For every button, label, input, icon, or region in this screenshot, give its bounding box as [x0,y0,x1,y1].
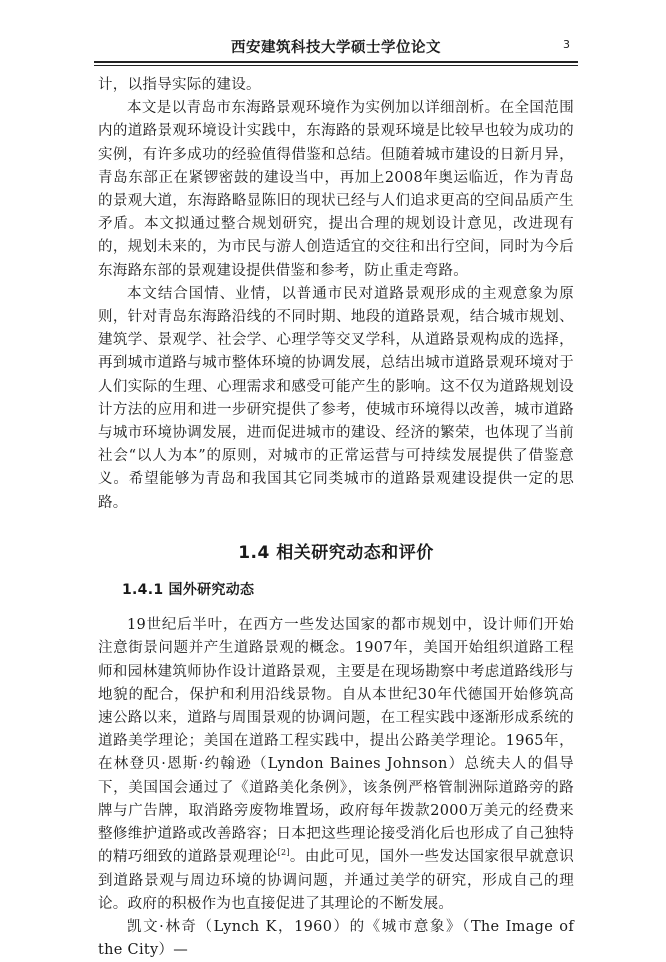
paragraph-text: 。由此可见，国外一些发达国家很早就意识到道路景观与周边环境的协调问题，并通过美学的研究，形成自己的理论。政府的积极作为也直接促进了其理论的不断发展。 [98,849,574,912]
paragraph: 本文是以青岛市东海路景观环境作为实例加以详细剖析。在全国范围内的道路景观环境设计实践中，东海路的景观环境是比较早也较为成功的实例，有许多成功的经验值得借鉴和总结。但随着城市建设的日新月异，青岛东部正在紧锣密鼓的建设当中，再加上2008年奥运临近，作为青岛的景观大道，东海路略显陈旧的现状已经与人们追求更高的空间品质产生矛盾。本文拟通过整合规划研究，提出合理的规划设计意见，改进现有的，规划未来的，为市民与游人创造适宜的交往和出行空间，同时为今后东海路东部的景观建设提供借鉴和参考，防止重走弯路。 [98,100,574,279]
citation-marker[interactable]: [2] [277,848,290,858]
page-body [98,74,574,962]
paragraph: 本文结合国情、业情，以普通市民对道路景观形成的主观意象为原则，针对青岛东海路沿线的不同时期、地段的道路景观，结合城市规划、建筑学、景观学、社会学、心理学等交叉学科，从道路景观构成的选择，再到城市道路与城市整体环境的协调发展，总结出城市道路景观环境对于人们实际的生理、心理需求和感受可能产生的影响。这不仅为道路规划设计方法的应用和进一步研究提供了参考，使城市环境得以改善，城市道路与城市环境协调发展，进而促进城市的建设、经济的繁荣，也体现了当前社会“以人为本”的原则，对城市的正常运营与可持续发展提供了借鉴意义。希望能够为青岛和我国其它同类城市的道路景观建设提供一定的思路。 [98,285,574,511]
section-heading: 1.4 相关研究动态和评价 [238,542,434,563]
header-title: 西安建筑科技大学硕士学位论文 [231,39,441,56]
paragraph [98,614,574,916]
page-number: 3 [563,38,570,51]
subsection-heading: 1.4.1 国外研究动态 [122,582,255,599]
page-header [94,34,578,56]
header-rule [94,61,578,66]
paragraph-text: 19世纪后半叶，在西方一些发达国家的都市规划中，设计师们开始注意街景问题并产生道路景观的概念。1907年，美国开始组织道路工程师和园林建筑师协作设计道路景观，主要是在现场勘察中考虑道路线形与地貌的配合，保护和利用沿线景物。自从本世纪30年代德国开始修筑高速公路以来，道路与周围景观的协调问题，在工程实践中逐渐形成系统的道路美学理论；美国在道路工程实践中，提出公路美学理论。1965年，在林登贝·恩斯·约翰逊（Lyndon Baines Johnson）总统夫人的倡导下，美国国会通过了《道路美化条例》，该条例严格管制洲际道路旁的路牌与广告牌，取消路旁废物堆置场，政府每年拨款2000万美元的经费来整修维护道路或改善路容；日本把这些理论接受消化后也形成了自己独特的精巧细致的道路景观理论 [98,617,574,866]
paragraph-continuation: 计，以指导实际的建设。 [98,77,261,93]
paragraph: 凯文·林奇（Lynch K，1960）的《城市意象》（The Image of the City）— [98,918,574,959]
